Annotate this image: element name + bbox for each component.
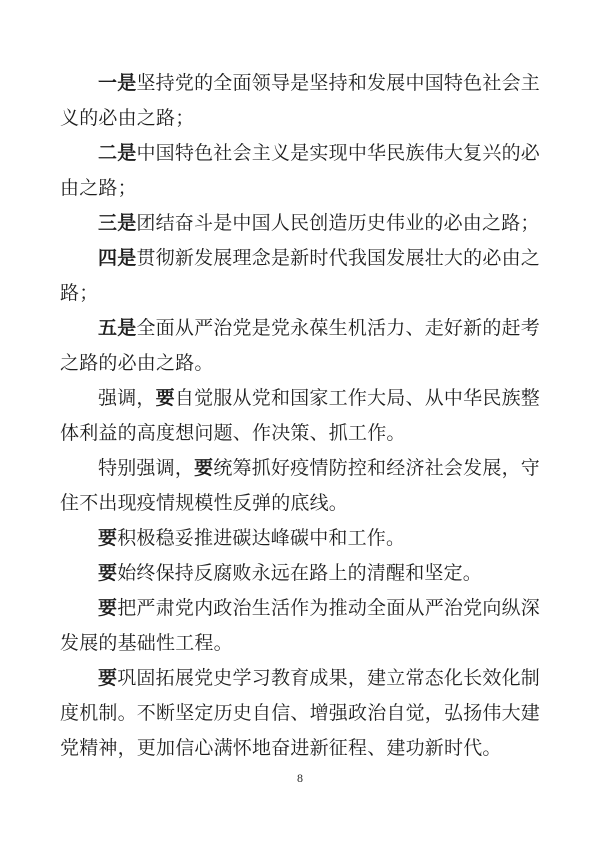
paragraph	[60, 381, 540, 451]
paragraph	[60, 556, 540, 591]
paragraph-lead-bold: 要	[194, 458, 214, 479]
paragraph-lead-bold: 要	[98, 668, 118, 689]
paragraph-segment: 始终保持反腐败永远在路上的清醒和坚定。	[117, 563, 483, 584]
paragraph	[60, 591, 540, 661]
paragraph	[60, 136, 540, 206]
paragraph	[60, 66, 540, 136]
paragraph-segment: 巩固拓展党史学习教育成果，建立常态化长效化制度机制。不断坚定历史自信、增强政治自觉，弘扬伟大建党精神，更加信心满怀地奋进新征程、建功新时代。	[60, 668, 541, 759]
paragraph-segment: 把严肃党内政治生活作为推动全面从严治党向纵深发展的基础性工程。	[60, 598, 540, 654]
paragraph	[60, 241, 540, 311]
paragraph-segment: 全面从严治党是党永葆生机活力、走好新的赶考之路的必由之路。	[60, 318, 540, 374]
paragraph-segment: 强调，	[98, 388, 156, 409]
paragraph-lead-bold: 二是	[98, 143, 137, 164]
paragraph-lead-bold: 要	[98, 563, 118, 584]
paragraph	[60, 451, 540, 521]
paragraph-lead-bold: 要	[155, 388, 175, 409]
page-number: 8	[297, 771, 303, 785]
paragraph-lead-bold: 要	[98, 598, 118, 619]
paragraph-segment: 团结奋斗是中国人民创造历史伟业的必由之路；	[136, 213, 540, 234]
paragraph-lead-bold: 要	[98, 528, 118, 549]
paragraph-segment: 坚持党的全面领导是坚持和发展中国特色社会主义的必由之路；	[60, 73, 540, 129]
paragraph-lead-bold: 五是	[98, 318, 137, 339]
paragraph-lead-bold: 三是	[98, 213, 137, 234]
paragraph-segment: 统筹抓好疫情防控和经济社会发展，守住不出现疫情规模性反弹的底线。	[60, 458, 540, 514]
paragraph	[60, 661, 540, 766]
paragraph-lead-bold: 四是	[98, 248, 137, 269]
document-body	[60, 66, 540, 766]
paragraph-segment: 中国特色社会主义是实现中华民族伟大复兴的必由之路；	[60, 143, 540, 199]
paragraph-segment: 特别强调，	[98, 458, 195, 479]
paragraph	[60, 521, 540, 556]
paragraph	[60, 206, 540, 241]
paragraph-segment: 自觉服从党和国家工作大局、从中华民族整体利益的高度想问题、作决策、抓工作。	[60, 388, 540, 444]
paragraph-segment: 贯彻新发展理念是新时代我国发展壮大的必由之路；	[60, 248, 540, 304]
paragraph-lead-bold: 一是	[98, 73, 137, 94]
paragraph-segment: 积极稳妥推进碳达峰碳中和工作。	[117, 528, 406, 549]
paragraph	[60, 311, 540, 381]
